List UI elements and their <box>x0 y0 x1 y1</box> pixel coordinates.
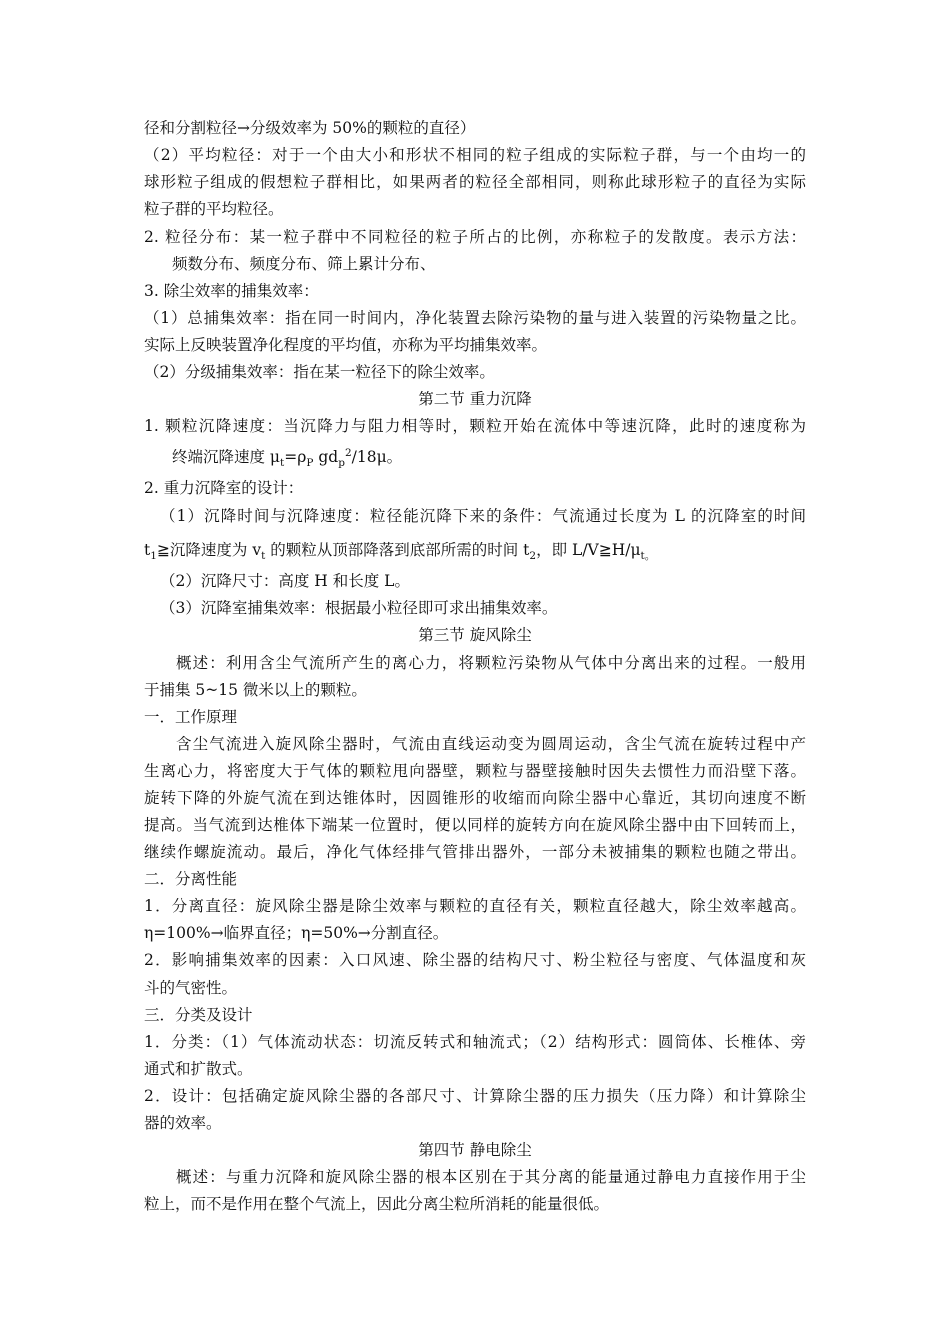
text-span: /18μ。 <box>351 448 403 466</box>
formula-line <box>144 540 806 563</box>
text-line: 频数分布、频度分布、筛上累计分布、 <box>172 255 436 273</box>
list-item-1: 1. 颗粒沉降速度：当沉降力与阻力相等时，颗粒开始在流体中等速沉降，此时的速度称为 <box>144 417 806 435</box>
text-span: =ρ <box>284 448 307 466</box>
list-item-2: 2. 重力沉降室的设计： <box>144 479 304 497</box>
text-span: ≧沉降速度为 v <box>156 541 262 559</box>
text-line: 含尘气流进入旋风除尘器时，气流由直线运动变为圆周运动，含尘气流在旋转过程中产 <box>176 735 806 753</box>
text-line: 2．影响捕集效率的因素：入口风速、除尘器的结构尺寸、粉尘粒径与密度、气体温度和灰 <box>144 951 806 969</box>
formula-line <box>172 446 806 470</box>
text-line: 实际上反映装置净化程度的平均值，亦称为平均捕集效率。 <box>144 336 548 354</box>
text-line: 概述：利用含尘气流所产生的离心力，将颗粒污染物从气体中分离出来的过程。一般用 <box>176 654 806 672</box>
text-line: 球形粒子组成的假想粒子群相比，如果两者的粒径全部相同，则称此球形粒子的直径为实际 <box>144 173 806 191</box>
text-line: 生离心力，将密度大于气体的颗粒甩向器壁，颗粒与器壁接触时因失去惯性力而沿壁下落。 <box>144 762 806 780</box>
text-line: （1）沉降时间与沉降速度：粒径能沉降下来的条件：气流通过长度为 L 的沉降室的时间 <box>160 507 806 525</box>
text-line: （3）沉降室捕集效率：根据最小粒径即可求出捕集效率。 <box>160 599 558 617</box>
text-span: 的颗粒从顶部降落到底部所需的时间 t <box>265 541 530 559</box>
text-line: （1）总捕集效率：指在同一时间内，净化装置去除污染物的量与进入装置的污染物量之比。 <box>144 309 806 327</box>
text-line: 器的效率。 <box>144 1114 222 1132</box>
subscript: 1 <box>150 550 157 563</box>
list-item-3: 3. 除尘效率的捕集效率： <box>144 282 319 300</box>
text-line: 于捕集 5~15 微米以上的颗粒。 <box>144 681 367 699</box>
text-line: η=100%→临界直径；η=50%→分割直径。 <box>144 924 449 942</box>
text-line: 粒子群的平均粒径。 <box>144 200 284 218</box>
list-item-2: 2. 粒径分布：某一粒子群中不同粒径的粒子所占的比例，亦称粒子的发散度。表示方法： <box>144 228 806 246</box>
text-line: 继续作螺旋流动。最后，净化气体经排气管排出器外，一部分未被捕集的颗粒也随之带出。 <box>144 843 806 861</box>
text-span: 终端沉降速度 μ <box>172 448 281 466</box>
subsection-heading: 一．工作原理 <box>144 708 238 726</box>
text-line: 斗的气密性。 <box>144 979 238 997</box>
superscript: 2 <box>344 446 352 459</box>
text-span: t <box>144 541 151 559</box>
subscript: t。 <box>640 550 656 563</box>
text-span: gd <box>313 448 339 466</box>
text-line: 2．设计：包括确定旋风除尘器的各部尺寸、计算除尘器的压力损失（压力降）和计算除尘 <box>144 1087 806 1105</box>
text-line: 提高。当气流到达椎体下端某一位置时，便以同样的旋转方向在旋风除尘器中由下回转而上， <box>144 816 806 834</box>
text-line: 径和分割粒径→分级效率为 50%的颗粒的直径） <box>144 119 476 137</box>
subscript: t <box>280 457 285 470</box>
subscript: t <box>261 550 266 563</box>
text-line: 粒上，而不是作用在整个气流上，因此分离尘粒所消耗的能量很低。 <box>144 1195 610 1213</box>
text-line: （2）分级捕集效率：指在某一粒径下的除尘效率。 <box>144 363 495 381</box>
text-line: 概述：与重力沉降和旋风除尘器的根本区别在于其分离的能量通过静电力直接作用于尘 <box>176 1168 806 1186</box>
text-span: ，即 L/V≧H/μ <box>536 541 641 559</box>
text-line: （2）平均粒径：对于一个由大小和形状不相同的粒子组成的实际粒子群，与一个由均一的 <box>144 146 806 164</box>
text-line: 1．分类：（1）气体流动状态：切流反转式和轴流式；（2）结构形式：圆筒体、长椎体、旁 <box>144 1033 806 1051</box>
section-heading: 第三节 旋风除尘 <box>418 626 532 644</box>
subsection-heading: 二．分离性能 <box>144 870 238 888</box>
subscript: P <box>306 457 314 470</box>
subscript: p <box>338 457 345 470</box>
text-line: （2）沉降尺寸：高度 H 和长度 L。 <box>160 572 410 590</box>
subscript: 2 <box>529 550 537 563</box>
text-line: 1．分离直径：旋风除尘器是除尘效率与颗粒的直径有关，颗粒直径越大，除尘效率越高。 <box>144 897 806 915</box>
subsection-heading: 三．分类及设计 <box>144 1006 253 1024</box>
section-heading: 第二节 重力沉降 <box>418 390 532 408</box>
text-line: 通式和扩散式。 <box>144 1060 253 1078</box>
text-line: 旋转下降的外旋气流在到达锥体时，因圆锥形的收缩而向除尘器中心靠近，其切向速度不断 <box>144 789 806 807</box>
section-heading: 第四节 静电除尘 <box>418 1141 532 1159</box>
